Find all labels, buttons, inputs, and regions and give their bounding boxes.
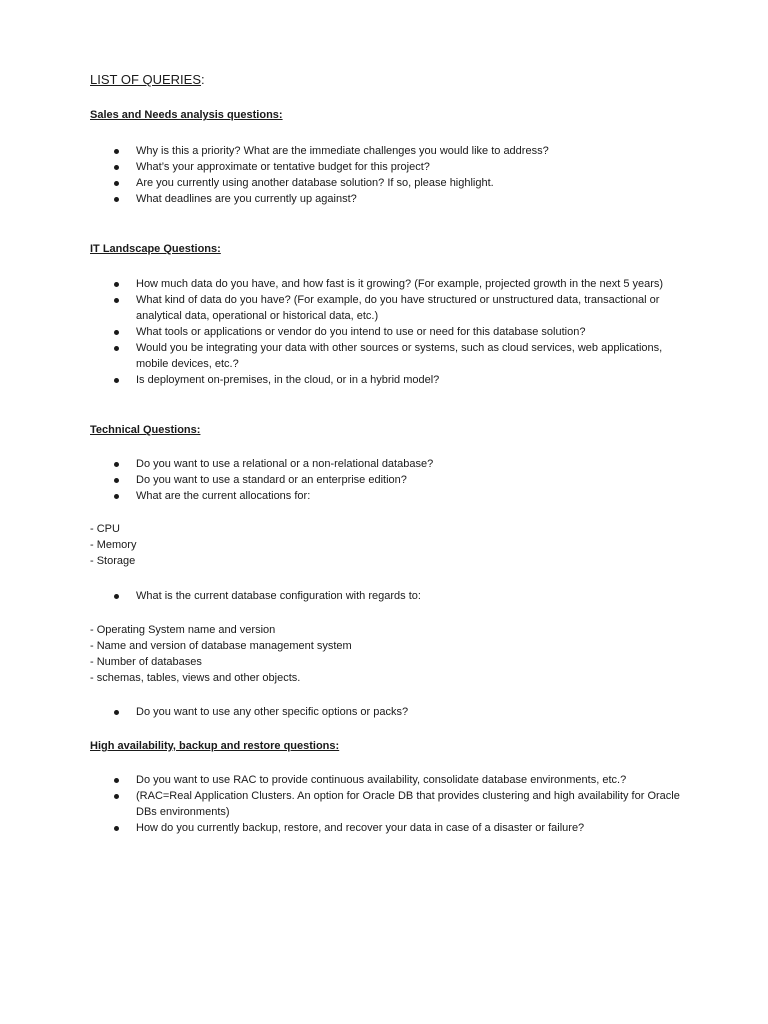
options-question-list [90, 704, 690, 720]
list-item [90, 292, 690, 324]
list-item-text: What deadlines are you currently up against? [136, 193, 357, 205]
technical-question-list [90, 456, 690, 504]
bullet-icon [114, 494, 119, 499]
bullet-icon [114, 462, 119, 467]
bullet-icon [114, 778, 119, 783]
bullet-icon [114, 346, 119, 351]
list-item-text: Are you currently using another database solution? If so, please highlight. [136, 177, 494, 189]
document-title-text: LIST OF QUERIES [90, 72, 202, 87]
list-item-text: What kind of data do you have? (For example, do you have structured or unstructured data, transactional or analytical data, operational or historical data, etc.) [136, 294, 660, 322]
document-title-colon: : [201, 72, 205, 87]
list-item-text: Do you want to use a relational or a non-relational database? [136, 458, 434, 470]
list-item-text: What are the current allocations for: [136, 490, 311, 502]
allocations-list [90, 521, 136, 569]
bullet-icon [114, 794, 119, 799]
list-item [90, 772, 690, 788]
list-item-text: (RAC=Real Application Clusters. An option for Oracle DB that provides clustering and high availability for Oracle DBs environments) [136, 790, 680, 818]
bullet-icon [114, 710, 119, 715]
list-item: - Operating System name and version [90, 624, 276, 636]
list-item [90, 340, 690, 372]
list-item [90, 175, 690, 191]
section-heading-technical: Technical Questions: [90, 424, 201, 436]
list-item: - Memory [90, 539, 137, 551]
bullet-icon [114, 181, 119, 186]
list-item [90, 191, 690, 207]
bullet-icon [114, 378, 119, 383]
list-item [90, 143, 690, 159]
list-item: - Name and version of database management system [90, 640, 352, 652]
list-item [90, 488, 690, 504]
it-question-list [90, 276, 690, 388]
ha-question-list [90, 772, 690, 836]
list-item-text: What’s your approximate or tentative budget for this project? [136, 161, 430, 173]
list-item-text: Would you be integrating your data with other sources or systems, such as cloud services, web applications, mobile devices, etc.? [136, 342, 663, 370]
list-item [90, 472, 690, 488]
list-item-text: What is the current database configuration with regards to: [136, 590, 421, 602]
sales-question-list [90, 143, 690, 207]
document-title [90, 71, 205, 89]
list-item [90, 456, 690, 472]
list-item: - Number of databases [90, 656, 202, 668]
list-item [90, 159, 690, 175]
list-item-text: What tools or applications or vendor do you intend to use or need for this database solution? [136, 326, 586, 338]
section-heading-it-landscape: IT Landscape Questions: [90, 243, 221, 255]
list-item [90, 588, 690, 604]
bullet-icon [114, 149, 119, 154]
bullet-icon [114, 197, 119, 202]
list-item-text: Do you want to use a standard or an enterprise edition? [136, 474, 407, 486]
configuration-list [90, 622, 352, 686]
list-item [90, 372, 690, 388]
list-item: - CPU [90, 523, 120, 535]
bullet-icon [114, 594, 119, 599]
list-item-text: Do you want to use any other specific options or packs? [136, 706, 409, 718]
list-item-text: Why is this a priority? What are the immediate challenges you would like to address? [136, 145, 549, 157]
bullet-icon [114, 330, 119, 335]
list-item [90, 324, 690, 340]
list-item [90, 276, 690, 292]
section-heading-sales: Sales and Needs analysis questions: [90, 109, 283, 121]
list-item-text: Do you want to use RAC to provide continuous availability, consolidate database environments, etc.? [136, 774, 627, 786]
list-item [90, 788, 690, 820]
list-item-text: How do you currently backup, restore, and recover your data in case of a disaster or failure? [136, 822, 585, 834]
list-item-text: How much data do you have, and how fast is it growing? (For example, projected growth in the next 5 years) [136, 278, 664, 290]
list-item [90, 704, 690, 720]
list-item: - schemas, tables, views and other objects. [90, 672, 301, 684]
bullet-icon [114, 298, 119, 303]
bullet-icon [114, 478, 119, 483]
bullet-icon [114, 282, 119, 287]
bullet-icon [114, 826, 119, 831]
list-item [90, 820, 690, 836]
configuration-question-list [90, 588, 690, 604]
list-item-text: Is deployment on-premises, in the cloud, or in a hybrid model? [136, 374, 440, 386]
bullet-icon [114, 165, 119, 170]
list-item: - Storage [90, 555, 136, 567]
section-heading-high-availability: High availability, backup and restore questions: [90, 740, 340, 752]
